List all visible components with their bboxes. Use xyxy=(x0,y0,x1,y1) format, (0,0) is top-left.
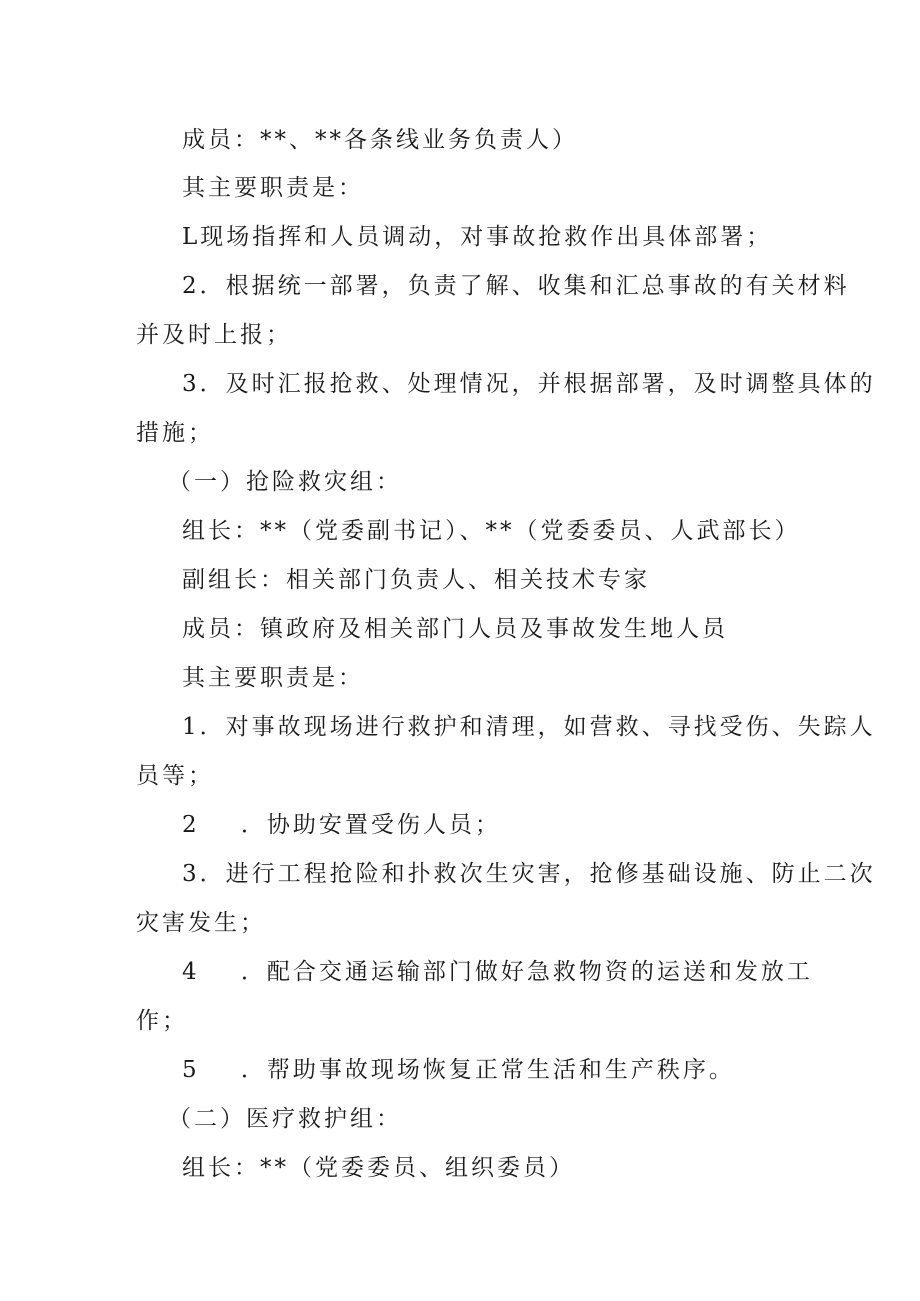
rescue-duty-1: 1．对事故现场进行救护和清理，如营救、寻找受伤、失踪人 xyxy=(182,714,876,740)
rescue-duty-4: 4 ．配合交通运输部门做好急救物资的运送和发放工 xyxy=(182,959,813,985)
duty-item-3: 3．及时汇报抢救、处理情况，并根据部署，及时调整具体的 xyxy=(182,371,876,397)
duty-item-2: 2．根据统一部署，负责了解、收集和汇总事故的有关材料 xyxy=(182,273,850,299)
rescue-duty-5: 5 ．帮助事故现场恢复正常生活和生产秩序。 xyxy=(182,1057,735,1083)
duty-item-2-cont: 并及时上报； xyxy=(136,322,292,348)
members-line: 成员：**、**各条线业务负责人） xyxy=(182,127,578,153)
duty-item-3-cont: 措施； xyxy=(136,420,214,446)
rescue-duty-2: 2 ．协助安置受伤人员； xyxy=(182,812,501,838)
rescue-duty-4-cont: 作； xyxy=(136,1008,188,1034)
duties-heading: 其主要职责是： xyxy=(182,175,364,201)
duty-item-1: L现场指挥和人员调动，对事故抢救作出具体部署； xyxy=(182,224,773,250)
section-heading-rescue: （一）抢险救灾组： xyxy=(168,469,402,495)
rescue-duty-3-cont: 灾害发生； xyxy=(136,910,266,936)
rescue-leader: 组长：**（党委副书记）、**（党委委员、人武部长） xyxy=(182,518,801,544)
rescue-deputy-leader: 副组长：相关部门负责人、相关技术专家 xyxy=(182,567,650,593)
section-heading-medical: （二）医疗救护组： xyxy=(168,1106,402,1132)
rescue-duties-heading: 其主要职责是： xyxy=(182,665,364,691)
rescue-duty-3: 3．进行工程抢险和扑救次生灾害，抢修基础设施、防止二次 xyxy=(182,861,876,887)
rescue-duty-1-cont: 员等； xyxy=(136,763,214,789)
rescue-members: 成员：镇政府及相关部门人员及事故发生地人员 xyxy=(182,616,728,642)
medical-leader: 组长：**（党委委员、组织委员） xyxy=(182,1155,575,1181)
